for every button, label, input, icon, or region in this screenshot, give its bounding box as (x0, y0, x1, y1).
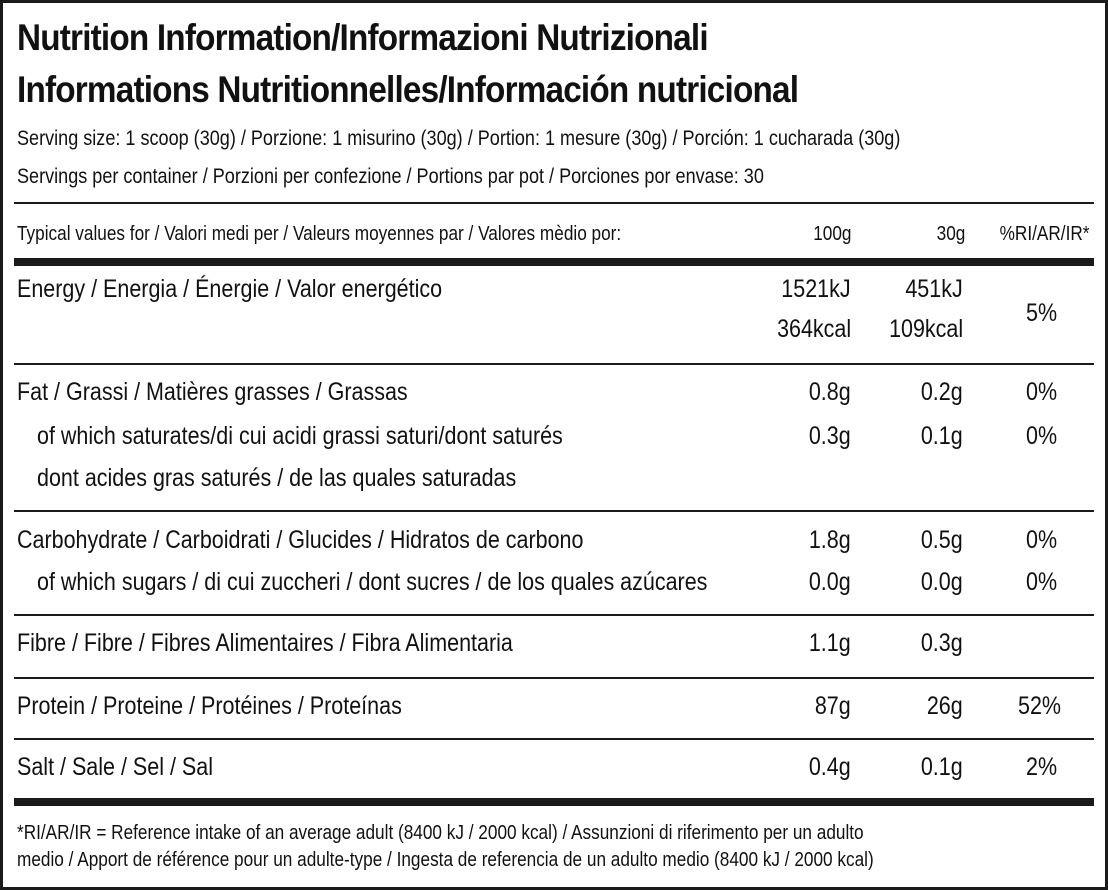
protein-label: Protein / Proteine / Protéines / Proteínas (17, 692, 402, 720)
salt-ri: 2% (1025, 753, 1057, 781)
sugars-ri: 0% (1025, 568, 1057, 596)
divider (14, 510, 1094, 512)
energy-ri: 5% (1025, 299, 1057, 327)
salt-label: Salt / Sale / Sel / Sal (17, 753, 213, 781)
saturates-100g: 0.3g (809, 422, 851, 450)
energy-kj-30g: 451kJ (905, 275, 963, 303)
header-divider (14, 258, 1094, 266)
header-30g: 30g (936, 223, 965, 245)
saturates-30g: 0.1g (921, 422, 963, 450)
servings-per-container: Servings per container / Porzioni per confezione / Portions par pot / Porciones por envase: 30 (17, 165, 764, 188)
title-line-1: Nutrition Information/Informazioni Nutrizionali (17, 17, 708, 58)
fibre-100g: 1.1g (809, 629, 851, 657)
fat-30g: 0.2g (921, 378, 963, 406)
fat-ri: 0% (1025, 378, 1057, 406)
header-100g: 100g (812, 223, 851, 245)
carbohydrate-label: Carbohydrate / Carboidrati / Glucides / Hidratos de carbono (17, 526, 584, 554)
footnote-line-2: medio / Apport de référence pour un adulte-type / Ingesta de referencia de un adulto medio (8400 kJ / 2000 kcal) (17, 849, 874, 871)
footer-divider (14, 798, 1094, 806)
fibre-label: Fibre / Fibre / Fibres Alimentaires / Fibra Alimentaria (17, 629, 513, 657)
title-line-2: Informations Nutritionnelles/Información nutricional (17, 69, 799, 110)
divider (14, 677, 1094, 679)
energy-label: Energy / Energia / Énergie / Valor energético (17, 275, 443, 303)
carbohydrate-100g: 1.8g (809, 526, 851, 554)
saturates-ri: 0% (1025, 422, 1057, 450)
salt-30g: 0.1g (921, 753, 963, 781)
fat-100g: 0.8g (809, 378, 851, 406)
sugars-30g: 0.0g (921, 568, 963, 596)
fat-label: Fat / Grassi / Matières grasses / Grassas (17, 378, 408, 406)
header-typical-values: Typical values for / Valori medi per / Valeurs moyennes par / Valores mèdio por: (17, 223, 622, 245)
protein-30g: 26g (927, 692, 963, 720)
carbohydrate-ri: 0% (1025, 526, 1057, 554)
salt-100g: 0.4g (809, 753, 851, 781)
saturates-label-line-1: of which saturates/di cui acidi grassi saturi/dont saturés (37, 422, 563, 450)
energy-kcal-100g: 364kcal (776, 315, 851, 343)
energy-kcal-30g: 109kcal (888, 315, 963, 343)
divider (14, 202, 1094, 204)
divider (14, 614, 1094, 616)
protein-100g: 87g (815, 692, 851, 720)
protein-ri: 52% (1017, 692, 1061, 720)
carbohydrate-30g: 0.5g (921, 526, 963, 554)
fibre-30g: 0.3g (921, 629, 963, 657)
sugars-100g: 0.0g (809, 568, 851, 596)
sugars-label: of which sugars / di cui zuccheri / dont sucres / de los quales azúcares (37, 568, 708, 596)
divider (14, 363, 1094, 365)
saturates-label-line-2: dont acides gras saturés / de las quales saturadas (37, 464, 517, 492)
divider (14, 738, 1094, 740)
serving-size: Serving size: 1 scoop (30g) / Porzione: 1 misurino (30g) / Portion: 1 mesure (30g) / Porción: 1 cucharada (30g) (17, 127, 901, 150)
footnote-line-1: *RI/AR/IR = Reference intake of an average adult (8400 kJ / 2000 kcal) / Assunzioni di riferimento per un adulto (17, 822, 864, 844)
energy-kj-100g: 1521kJ (781, 275, 851, 303)
header-ri: %RI/AR/IR* (999, 223, 1089, 245)
